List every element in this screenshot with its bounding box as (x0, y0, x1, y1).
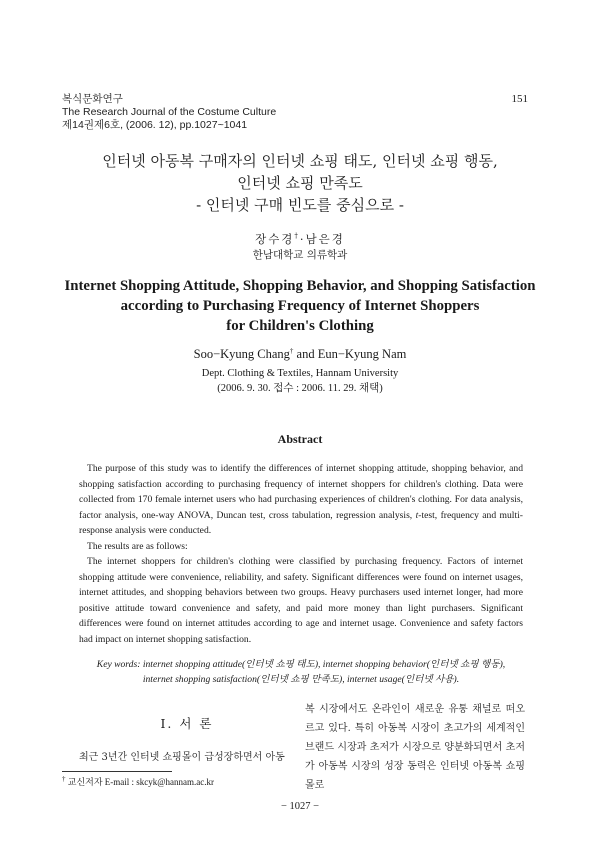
author-ko-1: 장수경 (255, 232, 295, 246)
abstract-paragraph-2: The results are as follows: (87, 540, 188, 552)
body-column-left (79, 700, 295, 767)
journal-name-en: The Research Journal of the Costume Culture (62, 106, 277, 118)
author-en-1: Soo−Kyung Chang (193, 347, 290, 362)
authors-korean (0, 231, 600, 247)
title-en-line3: for Children's Clothing (226, 318, 374, 334)
page-footer-number: − 1027 − (280, 801, 320, 812)
footnote (62, 775, 214, 788)
title-en-line2: according to Purchasing Frequency of Internet Shoppers (120, 298, 480, 314)
department-en: Dept. Clothing & Textiles, Hannam University (201, 368, 399, 379)
author-en-rest: and Eun−Kyung Nam (293, 347, 407, 362)
keywords-line2: internet shopping satisfaction(인터넷 쇼핑 만족도), internet usage(인터넷 사용). (142, 674, 460, 685)
abstract-body (79, 461, 523, 647)
abstract-heading: Abstract (277, 432, 323, 446)
title-ko-line1: 인터넷 아동복 구매자의 인터넷 쇼핑 태도, 인터넷 쇼핑 행동, (102, 152, 498, 170)
abstract-paragraph-3: The internet shoppers for children's clothing were classified by purchasing frequency. Factors of internet shopping attitude were convenience, reliability, and safety. Significant differences were found on internet usages, internet attitudes, and shopping behaviors between two groups. Heavy purchasers used internet longer, had more positive attitude toward convenience and safety, and paid more money than light purchasers. Significant differences were found on internet attitudes according to age and internet usage. Convenience and safety factors had impact on internet shopping satisfaction. (79, 556, 523, 645)
footnote-rule (62, 771, 172, 772)
authors-english (0, 347, 600, 362)
journal-issue: 제14권제6호, (2006. 12), pp.1027~1041 (62, 119, 248, 131)
keywords-line1 (79, 657, 523, 672)
author-separator: · (299, 232, 306, 246)
abstract-p1-part-b: -test, frequency and multi-response analysis were conducted. (79, 509, 523, 536)
abstract-p1-italic-t: t (415, 509, 419, 521)
title-en-line1: Internet Shopping Attitude, Shopping Behavior, and Shopping Satisfaction (64, 278, 536, 294)
body-column-right (305, 700, 525, 795)
affiliation-english (0, 366, 600, 396)
keywords-label: Key words: (96, 659, 141, 670)
keywords-text-1: internet shopping attitude(인터넷 쇼핑 태도), internet shopping behavior(인터넷 쇼핑 행동), (142, 659, 506, 670)
abstract-paragraph-1 (79, 461, 523, 539)
body-text-left: 최근 3년간 인터넷 쇼핑몰이 급성장하면서 아동 (79, 752, 285, 763)
title-english (0, 276, 600, 336)
abstract-p1-part-a: The purpose of this study was to identify the differences of internet shopping attitude, shopping behavior, and shopping satisfaction according to purchasing frequency of internet shoppers for children's clothing. Data were collected from 170 female internet users who had purchasing experiences of children's clothing. For data analysis, factor analysis, one-way ANOVA, Duncan test, cross tabulation, regression analysis, (79, 463, 523, 521)
corresponding-mark-en: † (289, 347, 294, 355)
received-accepted-dates: (2006. 9. 30. 접수 : 2006. 11. 29. 채택) (217, 383, 383, 394)
journal-name-ko: 복식문화연구 (62, 93, 123, 105)
journal-page-number: 151 (511, 93, 528, 105)
title-ko-line3: - 인터넷 구매 빈도를 중심으로 - (196, 196, 404, 214)
affiliation-korean: 한남대학교 의류학과 (252, 249, 348, 261)
section-heading-introduction: Ⅰ. 서 론 (160, 716, 214, 731)
author-ko-2: 남은경 (305, 232, 345, 246)
corresponding-mark-ko: † (294, 232, 300, 241)
footnote-mark: † (62, 775, 66, 783)
keywords (79, 657, 523, 687)
footnote-text: 교신저자 E-mail : skcyk@hannam.ac.kr (65, 777, 215, 787)
title-korean (0, 150, 600, 216)
title-ko-line2: 인터넷 쇼핑 만족도 (237, 174, 363, 192)
body-text-right: 복 시장에서도 온라인이 새로운 유통 채널로 떠오르고 있다. 특히 아동복 시장이 초고가의 세계적인 브랜드 시장과 초저가 시장으로 양분화되면서 초저가 아동복 시장의 성장 동력은 인터넷 아동복 쇼핑몰로 (305, 704, 525, 791)
journal-header (62, 93, 276, 132)
